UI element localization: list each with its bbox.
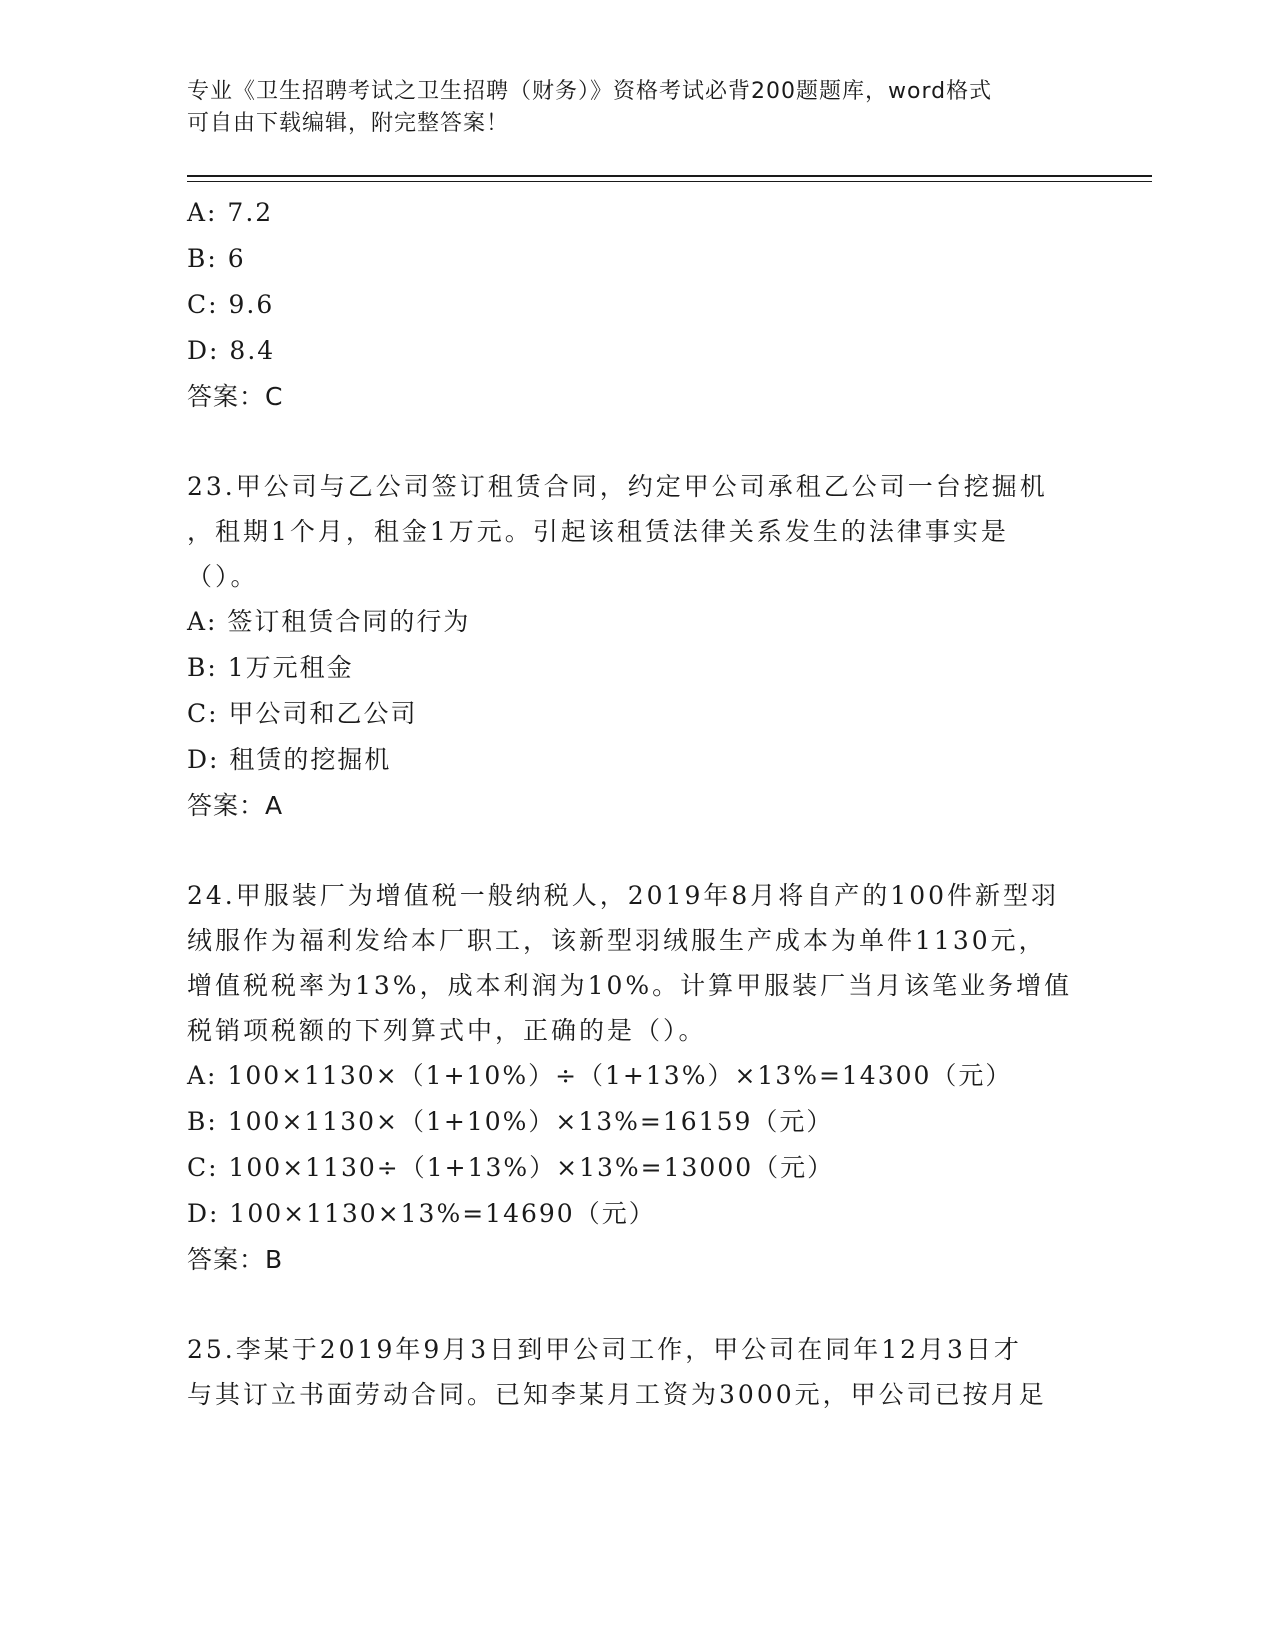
document-header [187,76,1087,140]
option-d: D: 100×1130×13%=14690（元） [187,1199,656,1228]
question-stem-line: （）。 [187,562,259,591]
question-stem-line: 23.甲公司与乙公司签订租赁合同，约定甲公司承租乙公司一台挖掘机 [187,472,1048,501]
header-divider-thin [187,181,1152,182]
option-a: A: 7.2 [187,198,274,227]
question-stem-line: 25.李某于2019年9月3日到甲公司工作，甲公司在同年12月3日才 [187,1335,1022,1364]
question-stem-line: 与其订立书面劳动合同。已知李某月工资为3000元，甲公司已按月足 [187,1380,1047,1409]
option-b: B: 1万元租金 [187,653,354,682]
spacer [187,420,1087,464]
option-c: C: 甲公司和乙公司 [187,699,418,728]
answer-line: 答案：B [187,1245,284,1274]
option-d: D: 8.4 [187,336,276,365]
question-stem-line: 绒服作为福利发给本厂职工，该新型羽绒服生产成本为单件1130元， [187,926,1047,955]
question-22 [187,190,1087,420]
question-25 [187,1327,1087,1417]
option-b: B: 6 [187,244,246,273]
question-stem-line: 增值税税率为13%，成本利润为10%。计算甲服装厂当月该笔业务增值 [187,971,1073,1000]
question-24 [187,873,1087,1283]
header-divider-thick [187,175,1152,177]
answer-line: 答案：A [187,791,284,820]
header-title-line-2: 可自由下载编辑，附完整答案！ [187,111,510,136]
option-c: C: 100×1130÷（1+13%）×13%=13000（元） [187,1153,835,1182]
spacer [187,829,1087,873]
option-c: C: 9.6 [187,290,275,319]
header-title-line-1: 专业《卫生招聘考试之卫生招聘（财务）》资格考试必背200题题库，word格式 [187,79,993,104]
question-stem-line: 税销项税额的下列算式中，正确的是（）。 [187,1016,707,1045]
option-d: D: 租赁的挖掘机 [187,745,392,774]
answer-line: 答案：C [187,382,284,411]
option-a: A: 签订租赁合同的行为 [187,607,471,636]
option-a: A: 100×1130×（1+10%）÷（1+13%）×13%=14300（元） [187,1061,1013,1090]
question-stem-line: 24.甲服装厂为增值税一般纳税人，2019年8月将自产的100件新型羽 [187,881,1060,910]
question-23 [187,464,1087,829]
question-stem-line: ，租期1个月，租金1万元。引起该租赁法律关系发生的法律事实是 [187,517,1009,546]
spacer [187,1283,1087,1327]
option-b: B: 100×1130×（1+10%）×13%=16159（元） [187,1107,834,1136]
question-list [187,190,1087,1417]
